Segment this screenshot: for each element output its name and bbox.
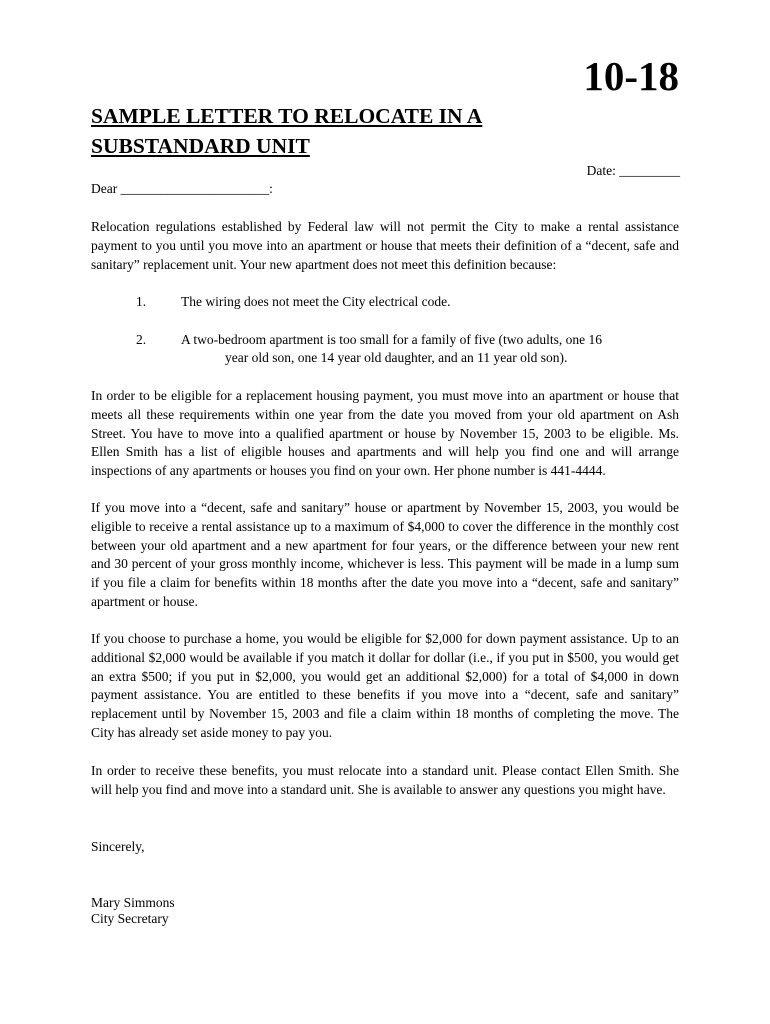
date-field: Date: _________ (586, 163, 680, 178)
list-text-line-1: The wiring does not meet the City electrical code. (181, 294, 451, 309)
sign-off: Sincerely, (91, 839, 145, 854)
paragraph-eligibility: In order to be eligible for a replacement housing payment, you must move into an apartment or house that meets all these requirements within one year from the date you moved from your old apartment on Ash Street. You have to move into a qualified apartment or house by November 15, 2003 to be eligible. Ms. Ellen Smith has a list of eligible houses and apartments and will help you find one and will arrange inspections of any apartments or houses you find on your own. Her phone number is 441-4444. (91, 388, 679, 479)
list-number: 2. (136, 332, 147, 347)
list-number: 1. (136, 294, 147, 309)
paragraph-contact: In order to receive these benefits, you must relocate into a standard unit. Please contact Ellen Smith. She will help you find and move into a standard unit. She is available to answer any questions you might have. (91, 763, 679, 797)
list-text-line-2: year old son, one 14 year old daughter, and an 11 year old son). (225, 350, 568, 365)
list-text-line-1: A two-bedroom apartment is too small for a family of five (two adults, one 16 (181, 332, 603, 347)
paragraph-purchase-assistance: If you choose to purchase a home, you would be eligible for $2,000 for down payment assistance. Up to an additional $2,000 would be available if you match it dollar for dollar (i.e., if you put in $500, you would get an extra $500; if you put in $2,000, you would get an additional $2,000) for a total of $4,000 in down payment assistance. You are entitled to these benefits if you move into a “decent, safe and sanitary” replacement until by November 15, 2003 and file a claim within 18 months of completing the move. The City has already set aside money to pay you. (91, 631, 679, 740)
signer-title: City Secretary (91, 911, 169, 926)
paragraph-intro: Relocation regulations established by Federal law will not permit the City to make a rental assistance payment to you until you move into an apartment or house that meets their definition of a “decent, safe and sanitary” replacement unit. Your new apartment does not meet this definition because: (91, 219, 679, 272)
form-number: 10-18 (583, 53, 679, 99)
letter-title (91, 101, 561, 161)
title-line-2: SUBSTANDARD UNIT (91, 134, 310, 158)
salutation: Dear ______________________: (91, 181, 273, 196)
list-text (181, 331, 651, 367)
paragraph-rental-assistance: If you move into a “decent, safe and sanitary” house or apartment by November 15, 2003, you would be eligible to receive a rental assistance up to a maximum of $4,000 to cover the difference in the monthly cost between your old apartment and a new apartment for four years, or the difference between your new rent and 30 percent of your gross monthly income, whichever is less. This payment will be made in a lump sum if you file a claim for benefits within 18 months after the date you move into a “decent, safe and sanitary” apartment or house. (91, 500, 679, 609)
signer-name: Mary Simmons (91, 895, 175, 910)
list-text (181, 293, 651, 311)
title-line-1: SAMPLE LETTER TO RELOCATE IN A (91, 104, 483, 128)
